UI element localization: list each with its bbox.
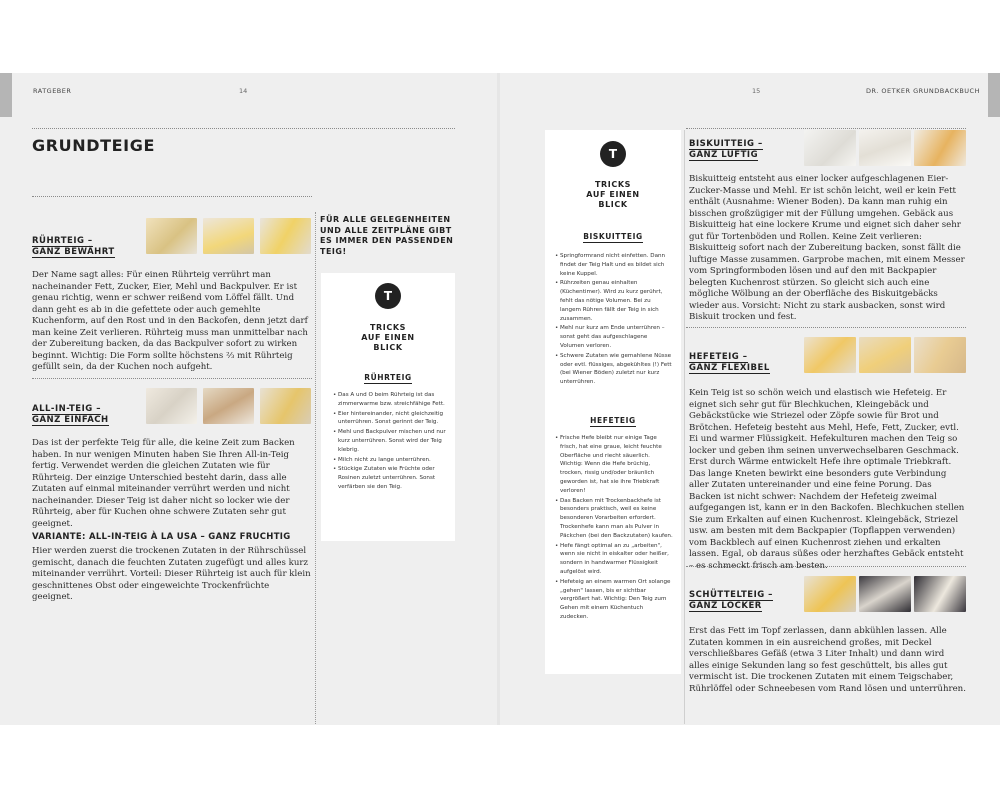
tips-title [321,323,455,353]
tips-title-line: TRICKS [594,180,632,189]
divider-biskuit-hefe [686,327,966,328]
tips-item: • Hefe fängt optimal an zu „arbeiten", wenn sie nicht in eiskalter oder heißer, sondern in handwarmer Flüssigkeit aufgelöst wird. [555,542,673,577]
heading-hefe-line1: HEFETEIG – [689,352,748,362]
page-number-left: 14 [239,87,248,95]
tips-list [333,391,447,493]
tips-item: • Rührzeiten genau einhalten (Küchentimer). Wird zu kurz gerührt, fehlt das nötige Volumen. Bei zu langem Rühren fällt der Teig in sich zusammen. [555,279,673,323]
tips-subtitle-hefe: HEFETEIG [590,416,636,425]
page-number-right: 15 [752,87,761,95]
photo-allinteig-2 [203,388,254,424]
tips-title-line: BLICK [373,343,403,352]
photo-hefe-1 [804,337,856,373]
tips-list-hefe [555,434,673,623]
tips-badge-icon: T [600,141,626,167]
text-schuettel: Erst das Fett im Topf zerlassen, dann abkühlen lassen. Alle Zutaten kommen in ein ausreichend großes, mit Deckel verschließbares Gefäß (etwa 3 Liter Inhalt) und dann wird alles einige Sekunden lang so fest geschüttelt, bis alles gut vermischt ist. Die trockenen Zutaten mit einem Teigschaber, Rührlöffel oder Schneebesen vom Rand lösen und unterrühren. [689,626,966,694]
photo-biskuit-3 [914,130,966,166]
tips-item: • Hefeteig an einem warmen Ort solange „gehen" lassen, bis er sichtbar vergrößert hat. Wichtig: Den Teig zum Gehen mit einem Küchentuch zudecken. [555,578,673,622]
photo-schuettel-3 [914,576,966,612]
heading-ruehrteig-line2: GANZ BEWÄHRT [32,247,115,257]
page-title: GRUNDTEIGE [32,136,155,155]
column-divider-right [684,130,685,724]
heading-biskuit-line1: BISKUITTEIG – [689,139,763,149]
tips-item: • Das Backen mit Trockenbackhefe ist besonders praktisch, weil es keine besonderen Vorarbeiten erfordert. Trockenhefe kann man als Pulver in Päckchen (bei den Backzutaten) kaufen. [555,497,673,541]
tips-subtitle-biskuit: BISKUITTEIG [583,232,643,241]
tips-item: • Milch nicht zu lange unterrühren. [333,456,447,465]
heading-variante: VARIANTE: ALL-IN-TEIG À LA USA – GANZ FRUCHTIG [32,532,291,542]
running-head-right: DR. OETKER GRUNDBACKBUCH [866,87,980,95]
column-divider-left [315,212,316,724]
photo-allinteig-1 [146,388,197,424]
tips-item: • Springformrand nicht einfetten. Dann findet der Teig Halt und es bildet sich keine Kuppel. [555,252,673,278]
heading-biskuit-line2: GANZ LUFTIG [689,150,759,160]
photo-hefe-2 [859,337,911,373]
tips-item: • Mehl und Backpulver mischen und nur kurz unterrühren. Sonst wird der Teig klebrig. [333,428,447,454]
heading-schuettel-line1: SCHÜTTELTEIG – [689,590,773,600]
photo-biskuit-1 [804,130,856,166]
tips-list-biskuit [555,252,673,388]
tips-title-line: AUF EINEN [586,190,640,199]
photo-allinteig-3 [260,388,311,424]
divider-under-title [32,196,312,197]
tips-box-ruehrteig [321,273,455,541]
heading-biskuit [689,139,763,161]
text-ruehrteig: Der Name sagt alles: Für einen Rührteig verrührt man nacheinander Fett, Zucker, Eier, Mehl und Backpulver. Er ist genau richtig, wenn er schwer reißend vom Löffel fällt. Und dann geht es ab in die gefettete oder auch gemehlte Kuchenform, auf den Rost und in den Backofen, denn jetzt darf man keine Zeit verlieren. Rührteig muss man unmittelbar nach der Zubereitung backen, da das Backpulver sofort zu wirken beginnt. Wichtig: Die Form sollte höchstens ⅔ mit Rührteig gefüllt sein, da der Kuchen noch aufgeht. [32,270,308,372]
heading-ruehrteig-line1: RÜHRTEIG – [32,236,93,246]
tips-badge-icon: T [375,283,401,309]
text-hefe: Kein Teig ist so schön weich und elastisch wie Hefeteig. Er eignet sich sehr gut für Blechkuchen, Kleingebäck und Gebäckstücke wie Striezel oder Zöpfe sowie für Brot und Brötchen. Hefeteig besteht aus Mehl, Hefe, Fett, Zucker, evtl. Ei und warmer Flüssigkeit. Hefekulturen machen den Teig so locker und geben ihm seinen unverwechselbaren Geschmack. Erst durch Wärme entwickelt Hefe ihre optimale Triebkraft. Das lange Kneten bewirkt eine besonders gute Verbindung aller Zutaten untereinander und eine feine Porung. Das Backen ist nicht schwer: Nachdem der Hefeteig zweimal aufgegangen ist, kann er in den Backofen. Blechkuchen stellen Sie zum Erkalten auf einen Kuchenrost. Kleingebäck, Striezel usw. am besten mit dem Backpapier (Topflappen verwenden) vom Backblech auf einen Kuchenrost ziehen und erkalten lassen. Egal, ob daraus süßes oder herzhaftes Gebäck entsteht – es schmeckt frisch am besten. [689,388,965,571]
photo-hefe-3 [914,337,966,373]
text-variante: Hier werden zuerst die trockenen Zutaten in der Rührschüssel gemischt, danach die feuchten Zutaten zugefügt und alles kurz miteinander verrührt. Vorteil: Dieser Rührteig ist auch für klein geschnittenes Obst oder eingeweichte Trockenfrüchte geeignet. [32,546,311,602]
heading-allinteig-line1: ALL-IN-TEIG – [32,404,101,414]
tips-item: • Das A und O beim Rührteig ist das zimmerwarme bzw. streichfähige Fett. [333,391,447,409]
photo-schuettel-1 [804,576,856,612]
photo-ruehrteig-3 [260,218,311,254]
tagline: FÜR ALLE GELEGENHEITEN UND ALLE ZEITPLÄNE GIBT ES IMMER DEN PASSENDEN TEIG! [320,215,454,256]
photo-ruehrteig-1 [146,218,197,254]
photo-ruehrteig-2 [203,218,254,254]
top-rule-left [32,128,455,129]
heading-schuettel-line2: GANZ LOCKER [689,601,762,611]
heading-hefe-line2: GANZ FLEXIBEL [689,363,770,373]
text-allinteig: Das ist der perfekte Teig für alle, die keine Zeit zum Backen haben. In nur wenigen Minuten haben Sie Ihren All-in-Teig fertig. Verwendet werden die gleichen Zutaten wie für Rührteig. Der einzige Unterschied besteht darin, dass alle Zutaten auf einmal miteinander verrührt werden und nicht nacheinander. Dieser Teig ist daher nicht so locker wie der Rührteig, aber für Kuchen ohne schwere Zutaten sehr gut geeignet. [32,438,295,529]
tips-title-line: AUF EINEN [361,333,415,342]
book-gutter [497,73,500,725]
page-edge-right [988,73,1000,117]
tips-item: • Schwere Zutaten wie gemahlene Nüsse oder evtl. flüssiges, abgekühltes (!) Fett (bei Wiener Böden) zuletzt nur kurz unterrühren. [555,352,673,387]
tips-title-line: TRICKS [369,323,407,332]
top-rule-right [686,128,966,129]
photo-schuettel-2 [859,576,911,612]
page-edge-left [0,73,12,117]
tips-item: • Frische Hefe bleibt nur einige Tage frisch, hat eine graue, leicht feuchte Oberfläche und riecht säuerlich. Wichtig: Wenn die Hefe brüchig, trocken, rissig und/oder bräunlich geworden ist, hat sie ihre Triebkraft verloren! [555,434,673,496]
tips-subtitle: RÜHRTEIG [364,373,412,382]
heading-schuettel [689,590,773,612]
tips-item: • Mehl nur kurz am Ende unterrühren – sonst geht das aufgeschlagene Volumen verloren. [555,324,673,350]
running-head-left: RATGEBER [33,87,72,95]
tips-item: • Stückige Zutaten wie Früchte oder Rosinen zuletzt unterrühren. Sonst verfärben sie den Teig. [333,465,447,491]
tips-title-line: BLICK [598,200,628,209]
heading-allinteig-line2: GANZ EINFACH [32,415,109,425]
text-biskuit: Biskuitteig entsteht aus einer locker aufgeschlagenen Eier-Zucker-Masse und Mehl. Er ist schön leicht, weil er kein Fett enthält (Ausnahme: Wiener Boden). Da kann man ruhig ein bisschen großzügiger mit der Füllung umgehen. Gebäck aus Biskuitteig hat eine lockere Krume und eignet sich daher sehr gut für Tortenböden und Rollen. Keine Zeit verlieren: Biskuitteig sofort nach der Zubereitung backen, sonst fällt die luftige Masse zusammen. Garprobe machen, mit einem Messer vom Springformboden lösen und auf den mit Backpapier belegten Kuchenrost stürzen. So gleicht sich auch eine mögliche Wölbung an der Oberfläche des Biskuitgebäcks wieder aus. Vorsicht: Nicht zu stark ausbacken, sonst wird Biskuit trocken und fest. [689,174,965,322]
divider-ruehr-allin [32,378,312,379]
heading-allinteig [32,404,109,426]
tips-title [545,180,681,210]
tips-item: • Eier hintereinander, nicht gleichzeitig unterrühren. Sonst gerinnt der Teig. [333,410,447,428]
heading-hefe [689,352,770,374]
photo-biskuit-2 [859,130,911,166]
tips-box-biskuit-hefe [545,130,681,674]
heading-ruehrteig [32,236,115,258]
